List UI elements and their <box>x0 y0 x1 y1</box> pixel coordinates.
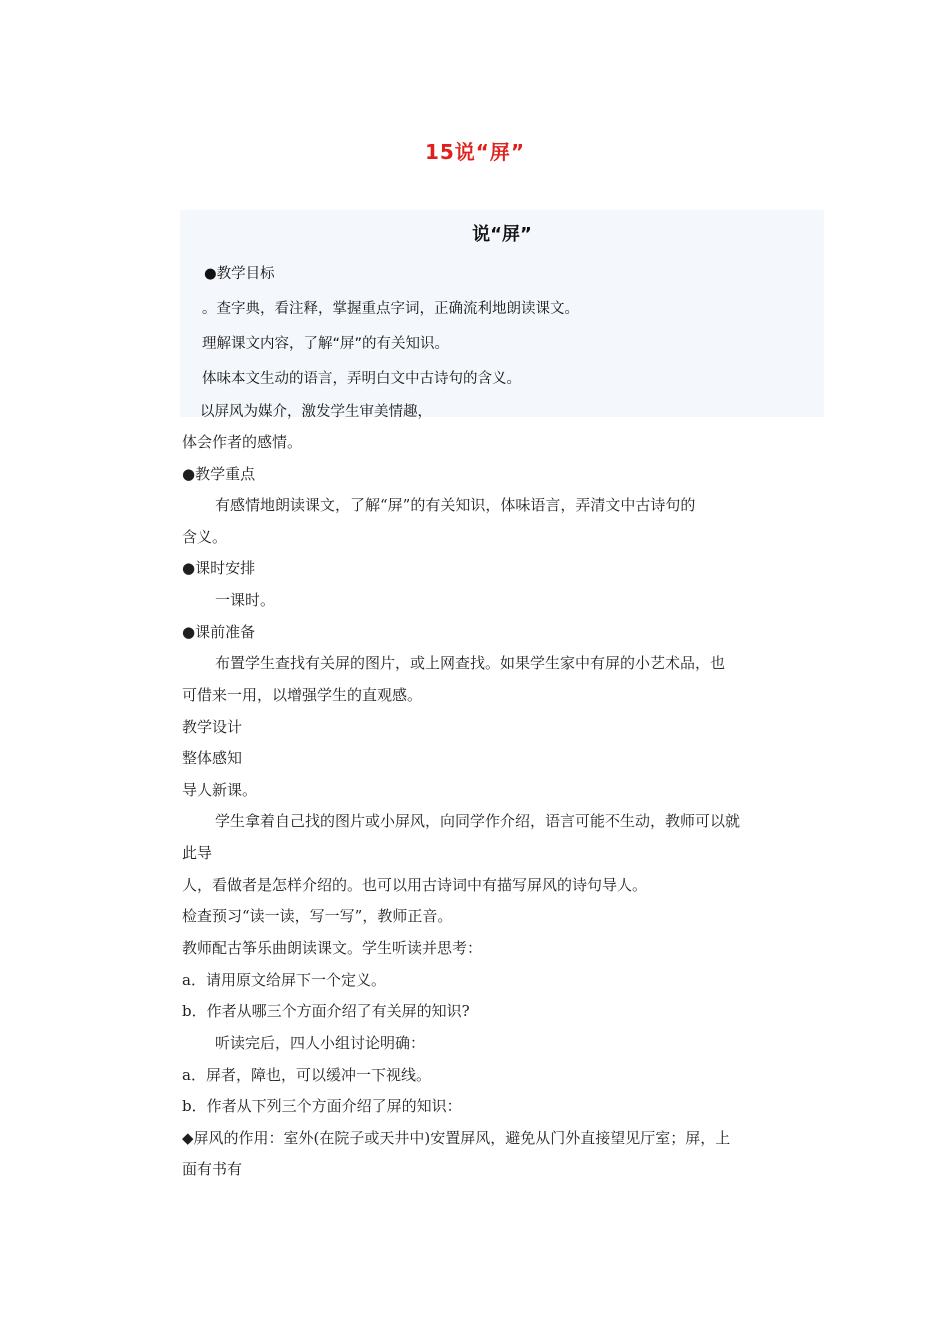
list-item: b．作者从哪三个方面介绍了有关屏的知识? <box>182 1002 470 1020</box>
body-line: ◆屏风的作用：室外(在院子或天井中)安置屏风，避免从门外直接望见厅室；屏，上 <box>182 1129 731 1147</box>
section-heading: 教学设计 <box>182 718 243 736</box>
list-item: a．请用原文给屏下一个定义。 <box>182 971 386 989</box>
section-heading: ●课时安排 <box>182 559 256 577</box>
body-line: 学生拿着自己找的图片或小屏风，向同学作介绍，语言可能不生动，教师可以就 <box>215 812 741 830</box>
body-line: 听读完后，四人小组讨论明确： <box>215 1034 426 1052</box>
body-line: 此导 <box>182 844 213 862</box>
section-heading: 整体感知 <box>182 749 243 767</box>
section-heading: ●教学重点 <box>182 465 256 483</box>
body-line: 布置学生查找有关屏的图片，或上网查找。如果学生家中有屏的小艺术品，也 <box>215 654 726 672</box>
excerpt-line: 以屏风为媒介，激发学生审美情趣， <box>200 404 432 420</box>
body-line: 体会作者的感情。 <box>182 433 303 451</box>
body-line: 可借来一用，以增强学生的直观感。 <box>182 686 423 704</box>
body-line: 面有书有 <box>182 1160 243 1178</box>
excerpt-line: 。查字典，看注释，掌握重点字词，正确流利地朗读课文。 <box>202 301 579 317</box>
body-line: 导人新课。 <box>182 781 258 799</box>
body-line: 含义。 <box>182 528 228 546</box>
document-title: 15说“屏” <box>424 140 526 164</box>
body-line: 一课时。 <box>215 591 276 609</box>
excerpt-line: 体味本文生动的语言，弄明白文中古诗句的含义。 <box>202 371 521 387</box>
excerpt-line: 理解课文内容，了解“屏”的有关知识。 <box>202 336 450 352</box>
list-item: a．屏者，障也，可以缓冲一下视线。 <box>182 1066 431 1084</box>
excerpt-line: ●教学目标 <box>204 266 275 282</box>
excerpt-title: 说“屏” <box>472 224 532 245</box>
body-line: 有感情地朗读课文，了解“屏”的有关知识，体味语言，弄清文中古诗句的 <box>215 496 696 514</box>
list-item: b．作者从下列三个方面介绍了屏的知识： <box>182 1097 462 1115</box>
body-line: 检查预习“读一读，写一写”，教师正音。 <box>182 907 453 925</box>
section-heading: ●课前准备 <box>182 623 256 641</box>
body-line: 教师配古筝乐曲朗读课文。学生听读并思考： <box>182 939 483 957</box>
scanned-excerpt-box <box>180 210 824 420</box>
body-line: 人，看做者是怎样介绍的。也可以用古诗词中有描写屏风的诗句导人。 <box>182 876 648 894</box>
